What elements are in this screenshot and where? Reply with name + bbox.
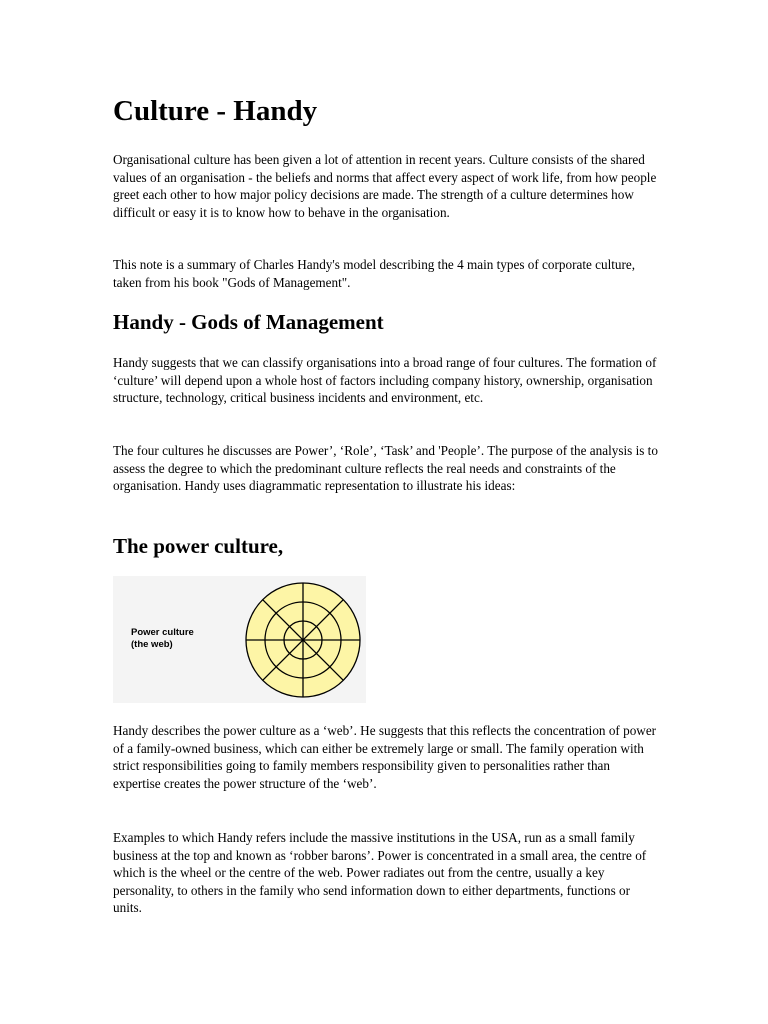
intro-paragraph-2: This note is a summary of Charles Handy's model describing the 4 main types of corporate culture, taken from his book "Gods of Management".: [113, 257, 636, 290]
page-title: Culture - Handy: [113, 95, 318, 127]
power-culture-paragraph-1: Handy describes the power culture as a ‘web’. He suggests that this reflects the concentration of power of a family-owned business, which can either be extremely large or small. The family operation with strict responsibilities going to family members responsibility given to personalities rather than expertise creates the power structure of the ‘web’.: [113, 723, 657, 791]
gods-paragraph-2: The four cultures he discusses are Power’, ‘Role’, ‘Task’ and 'People’. The purpose of the analysis is to assess the degree to which the predominant culture reflects the real needs and constraints of the organisation. Handy uses diagrammatic representation to illustrate his ideas:: [113, 443, 658, 494]
diagram-label: [131, 627, 194, 650]
intro-paragraph-1: Organisational culture has been given a lot of attention in recent years. Culture consists of the shared values of an organisation - the beliefs and norms that affect every aspect of work life, from how people greet each other to how major policy decisions are made. The strength of a culture determines how difficult or easy it is to know how to behave in the organisation.: [113, 152, 657, 220]
web-diagram-icon: [243, 580, 363, 700]
gods-paragraph-1: Handy suggests that we can classify organisations into a broad range of four cultures. The formation of ‘culture’ will depend upon a whole host of factors including company history, ownership, organisation structure, technology, critical business incidents and environment, etc.: [113, 355, 657, 406]
diagram-label-line-1: Power culture: [131, 627, 194, 638]
diagram-label-line-2: (the web): [131, 638, 173, 650]
power-culture-diagram: [113, 576, 366, 703]
power-culture-paragraph-2: Examples to which Handy refers include the massive institutions in the USA, run as a small family business at the top and known as ‘robber barons’. Power is concentrated in a small area, the centre of which is the wheel or the centre of the web. Power radiates out from the centre, usually a key personality, to others in the family who send information down to either departments, functions or units.: [113, 830, 647, 916]
section-heading-power-culture: The power culture,: [113, 534, 284, 558]
section-heading-gods-of-management: Handy - Gods of Management: [113, 310, 384, 334]
